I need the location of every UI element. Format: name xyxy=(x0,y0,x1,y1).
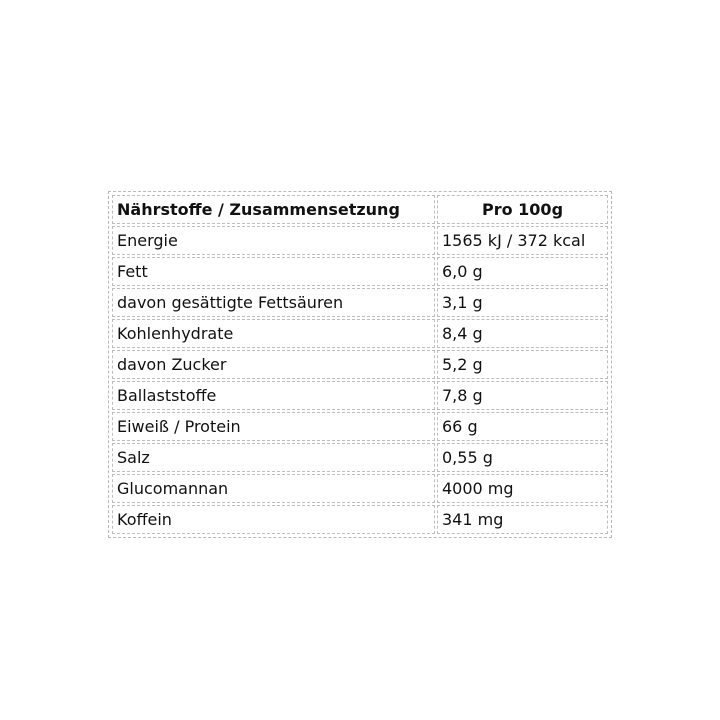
nutrient-name: Glucomannan xyxy=(112,474,435,503)
nutrient-value: 1565 kJ / 372 kcal xyxy=(437,226,608,255)
table-row xyxy=(112,350,608,379)
nutrient-value: 5,2 g xyxy=(437,350,608,379)
table-row xyxy=(112,288,608,317)
nutrient-name: Koffein xyxy=(112,505,435,534)
table-row xyxy=(112,443,608,472)
nutrient-value: 3,1 g xyxy=(437,288,608,317)
nutrient-name: Energie xyxy=(112,226,435,255)
nutrient-name: Fett xyxy=(112,257,435,286)
nutrition-table xyxy=(110,193,610,536)
nutrient-value: 4000 mg xyxy=(437,474,608,503)
nutrient-name: Eiweiß / Protein xyxy=(112,412,435,441)
nutrient-value: 0,55 g xyxy=(437,443,608,472)
table-row xyxy=(112,257,608,286)
nutrient-value: 6,0 g xyxy=(437,257,608,286)
table-row xyxy=(112,381,608,410)
nutrient-name: Salz xyxy=(112,443,435,472)
nutrient-value: 66 g xyxy=(437,412,608,441)
table-row xyxy=(112,412,608,441)
nutrient-value: 8,4 g xyxy=(437,319,608,348)
nutrition-table-frame xyxy=(108,191,612,538)
nutrient-value: 341 mg xyxy=(437,505,608,534)
table-row xyxy=(112,226,608,255)
nutrient-name: davon gesättigte Fettsäuren xyxy=(112,288,435,317)
nutrient-name: Ballaststoffe xyxy=(112,381,435,410)
table-header-row xyxy=(112,195,608,224)
header-per-100g: Pro 100g xyxy=(437,195,608,224)
table-row xyxy=(112,474,608,503)
table-row xyxy=(112,319,608,348)
header-nutrients: Nährstoffe / Zusammensetzung xyxy=(112,195,435,224)
nutrient-value: 7,8 g xyxy=(437,381,608,410)
nutrient-name: davon Zucker xyxy=(112,350,435,379)
table-row xyxy=(112,505,608,534)
nutrient-name: Kohlenhydrate xyxy=(112,319,435,348)
